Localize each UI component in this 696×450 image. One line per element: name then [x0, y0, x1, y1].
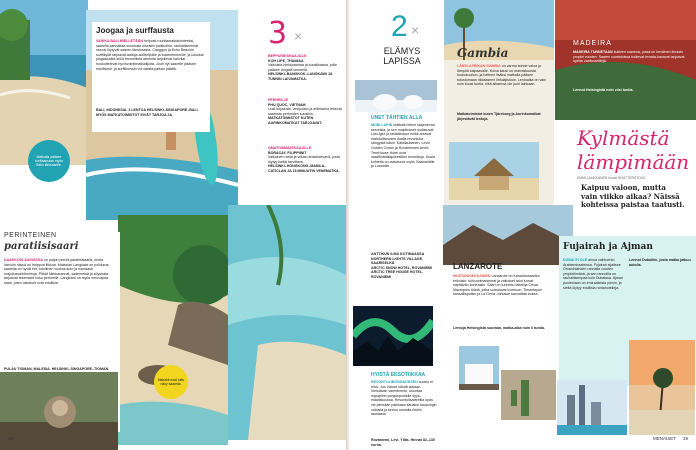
feature-lead-line3: kohteissa paistaa taatusti. — [581, 200, 685, 209]
lanzarote-flight: Lentoja Helsingistä suoraan, matka-aika noin 6 tuntia. — [453, 326, 545, 330]
feature-title-line1: Kylmästä — [577, 126, 670, 150]
aurora-photo — [353, 306, 433, 366]
paradise-lead: KAAKKOIS-AASIASSA — [4, 258, 43, 262]
lapland-section1-lead: MOBI LAPIN — [371, 123, 393, 127]
fujairah-flight: Lennot Dubaihin, josta matka jatkuu autolla. — [629, 258, 691, 267]
surf-text-box — [92, 22, 210, 132]
lapland-option: NORTHERN LIGHTS VILLAGE, SAARISELKÄ — [371, 256, 424, 266]
lapland-option: ARCTIC TREE HOUSE HOTEL, ROVANIEMI — [371, 270, 424, 279]
fujairah-lead: DUBAI EI OLE — [563, 258, 588, 262]
lanzarote-photo — [443, 205, 573, 265]
feature-lead-line2: vain viikko aikaa? Näissä — [581, 191, 680, 201]
madeira-flight: Lennot Helsingistä noin viisi tuntia. — [573, 88, 634, 92]
gambia-body-text: on varma kohde valoa ja lämpöä kaipaavalle. Kuiva kausi on marraskuusta toukokuuhun, ja helteen lisäksi matkalla pääsee tutustumaan rikkaaseen lintulajistoon. Lentoaika on vain noin kuusi tuntia, eikä aikaeroa ole juuri lainkaan. — [457, 64, 547, 87]
three-item-body: Uusi köysirata, vesipuisto ja eläintarha tekevät saaresta perheiden suosikin. — [268, 107, 342, 116]
surf-lead: VAIKKA BALI MIELLETÄÄN — [96, 39, 143, 43]
lapland-section1-title: UNET TÄHTIEN ALLA — [371, 115, 423, 121]
monkey-photo — [0, 372, 118, 450]
hut-photo — [449, 142, 539, 200]
lanzarote-lead: MUSTANHIEKKAINEN — [453, 274, 491, 278]
two-number: 2 — [391, 10, 408, 43]
lapland-section2-title: HYISTÄ EKSOTIIKKAA — [371, 372, 426, 378]
madeira-lead: MADEIRA TUNNETAAN — [573, 50, 613, 54]
paradise-body-text: on paljon pieniä paratiisisaaria, mutta harvoin niissä on helppoa liikkua. Malesian Langkawi on poikkeus: saarella on hyvät tiet, edullinen vuokra-auto ja runsaasti majoitusvaihtoehtoja. Pitkät hiekkarannat, sademetsä ja köysirata tarjoavat tekemistä koko perheelle. Langkawi on myös verovapaa saari, joten ostokset ovat edullisia. — [4, 258, 110, 285]
surf-caption-bubble: Matkalla pääsee surffaamaan myös Balin lähisaarille. — [28, 140, 70, 182]
lanzarote-body — [453, 274, 545, 297]
three-item-2 — [268, 98, 344, 126]
palm-beach-photo — [629, 340, 695, 435]
fujairah-title: Fujairah ja Ajman — [563, 242, 653, 252]
lapland-option: ANTTIKUN ILMA KOTIMAASSA — [371, 252, 425, 256]
cactus-photo — [501, 370, 556, 420]
snow-igloo-photo — [355, 80, 437, 112]
rocky-beach-photo — [118, 215, 228, 445]
lapland-section2-flight: Rovaniemi, Levi, Ylläs. Hinnat 82–130 euroa. — [371, 438, 435, 447]
gambia-flight: Matkatoimistot kuten Tjäreborg ja Aurinkomatkat järjestävät lentoja. — [457, 112, 541, 121]
lanzarote-body-text: Lanzarote on Kanariansaarten erikoisin: tulivuorimaisemat ja valkoiset talot luovat näyttävän kontrastin. Saari on tunnettu taiteilija César Manriquen töistä, jotka sulautuvat luontoon. Timanfayan kansallispuisto ja La Geria -viinialue kannattaa kokea. — [453, 274, 542, 297]
white-house-photo — [459, 346, 499, 390]
lapland-section2-lead: REVONTULIBONGAUKSEN — [371, 380, 418, 384]
three-item-flight: HELSINKI–BANGKOK–LANGKAWI JA TUNNIN LAIVAMATKA. — [268, 72, 333, 81]
lapland-title: ELÄMYS LAPISSA — [383, 46, 421, 66]
three-item-body: Valkoinen ranta ja vilkas rantabulevardi, josta löytyy kaikki tarvittava. — [268, 155, 340, 164]
three-times-sign: × — [294, 28, 303, 44]
three-number: 3 — [268, 16, 288, 51]
right-page — [349, 0, 696, 450]
three-item-sub: BORACAY, FILIPPIINIT — [268, 150, 307, 155]
left-page-number: 28 — [8, 436, 14, 441]
feature-lead — [581, 184, 695, 210]
lapland-section2-body — [371, 380, 437, 417]
lapland-section1-body — [371, 123, 437, 169]
gambia-body — [457, 64, 549, 87]
fujairah-body — [563, 258, 625, 290]
lapland-option: ARCTIC SNOW HOTEL, ROVANIEMI — [371, 265, 433, 270]
two-times-sign: × — [411, 22, 420, 38]
section-title-surf: Joogaa ja surffausta — [96, 26, 174, 35]
right-page-number: 29 — [683, 436, 689, 441]
page-footer-magazine: MENAISET — [653, 436, 677, 441]
surf-body-text: helposti ruuhkamatkakohteeksi, saarella kannattaa suunnata oikeisiin paikkoihin: rauhallisemmat rannat löytyvät saaren länsiosasta. Canggun ja Echo Beachin surffikylät tarjoavat aaltoja aloittelijoille ja kokeneemmille, ja lukuisat joogastudiot sekä terveellisiä aterioita tarjoilevat kahvilat houkuttelevat hyvinvointimatkailijoita. Juuri nyt saarelle pääsee edullisesti, ja surffikurssin voi varata paikan päältä. — [96, 39, 204, 71]
lanzarote-title: LANZAROTE — [453, 262, 503, 271]
three-item-sub: PHU QUOC, VIETNAM — [268, 102, 306, 107]
feature-lead-line1: Kaipuu valoon, mutta — [581, 183, 666, 192]
three-item-title: PERHEILLE — [268, 98, 289, 102]
madeira-body-text: kukkien saarena, jossa on keväinen ilmasto ympäri vuoden. Saaren vuoristoissa kulkevat levada-kanavat tarjoavat upeita vaellusreittejä. — [573, 50, 685, 64]
feature-title-line2: lämpimään — [577, 150, 690, 174]
three-item-sub: KOH LIPE, THAIMAA — [268, 58, 304, 63]
three-item-title: BEPPURIKSHAAJILLE — [268, 54, 307, 58]
lagoon-photo — [228, 205, 346, 440]
three-item-title: OMATOIMIMATKAAJILLE — [268, 146, 312, 150]
lapland-column — [349, 0, 439, 450]
gambia-lead: LÄNSI-AFRIKAN GAMBIA — [457, 64, 501, 68]
feature-byline: EMMI LAUKKANEN Kuvat SHUTTERSTOCK — [577, 176, 646, 180]
three-item-body: Valkoista hiekkarantaa ja korallisaaria, joille pääsee longtail-veneellä. — [268, 63, 338, 72]
surf-flight: BALI, INDONESIA. 3 LENTOA HELSINKI–SINGAPORE–BALI. MYÖS MATKATOIMISTOT EIVÄT TARJOA JA. — [96, 108, 199, 117]
paradise-title-small: PERINTEINEN — [4, 232, 57, 239]
fujairah-body-text: ainoa vaihtoehto Arabiemiraateissa. Fujairah sijaitsee Omaninlahden rannalla vuorten ympäröimänä, ja sen rannoilla on rauhallisempaa kuin Dubaissa. Ajman puolestaan on emiraateista pienin, ja sieltä löytyy edullisia rantahotelleja. — [563, 258, 623, 290]
paradise-flight: PULAU TIOMAN, MALESIA. HELSINKI–SINGAPORE–TIOMAN. — [4, 367, 110, 371]
paradise-body — [4, 258, 114, 286]
lapland-options — [371, 252, 437, 280]
three-item-flight: HELSINKI–HONGKONG–MANILA–CATICLAN JA 15 MINUUTIN VENEMATKA. — [268, 164, 340, 173]
three-item-flight: MATKATOIMISTOT KUTEN AURINKOMATKAT TARJOAVAT. — [268, 116, 322, 125]
gambia-title: Gambia — [457, 46, 509, 60]
madeira-title: MADEIRA — [573, 40, 612, 47]
paradise-title-script: paratiisisaari — [4, 241, 79, 252]
surf-body — [96, 39, 206, 71]
lapland-section1-text: matkailu tekee laajenevaa sesonkia, ja sen majoitukset uudistuvat. Lasi-iglut ja lasikattoiset mökit antavat mahdollisuuden ihailla revontulia sängystä käsin. Kakslauttanen, Levin Golden Crown ja Rovaniemen Arctic TreeHouse Hotel ovat maailmanlaajuisestikin tunnettuja. Uusia kohteita on avautunut myös Saariselälle ja Luostolle. — [371, 123, 435, 169]
three-item-1 — [268, 54, 344, 82]
lapland-section2-text: suosio ei hiivu. Jos haluat nähdä taivaan loimuavan varmemmin, suuntaa napapiirin pohjoispuolelle syys–maaliskuussa. Revontulisafareilla opas vie pimeään paikkaan kauaksi kaupungin valoista ja kertoo samalla ilmiön taustasta. — [371, 380, 437, 417]
three-item-3 — [268, 146, 344, 174]
skyline-photo — [557, 380, 627, 435]
monkey-caption-bubble: Makakit ovat tuttu näky saarella. — [154, 365, 188, 399]
left-page — [0, 0, 347, 450]
madeira-body — [573, 50, 685, 64]
